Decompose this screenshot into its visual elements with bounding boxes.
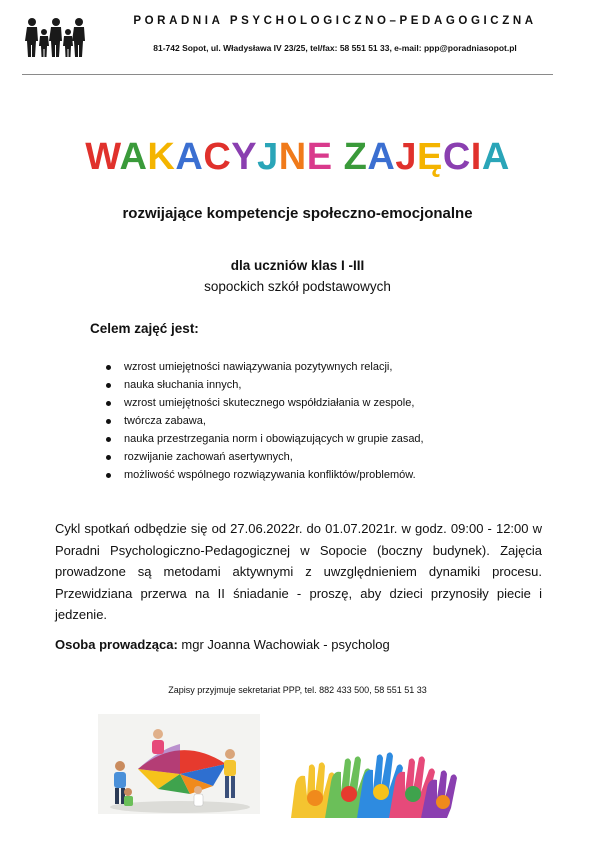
leader-value: mgr Joanna Wachowiak - psycholog xyxy=(177,637,390,652)
page-title xyxy=(0,136,595,179)
audience-line-2: sopockich szkół podstawowych xyxy=(204,279,391,294)
title-letter: A xyxy=(175,136,204,178)
signup-info: Zapisy przyjmuje sekretariat PPP, tel. 882 433 500, 58 551 51 33 xyxy=(168,685,427,695)
title-letter: Ę xyxy=(416,136,443,178)
goals-list xyxy=(104,358,424,484)
title-letter: J xyxy=(257,136,279,178)
institution-name: PORADNIA PSYCHOLOGICZNO–PEDAGOGICZNA xyxy=(133,15,537,27)
leader-line xyxy=(55,637,390,652)
family-icon xyxy=(24,16,86,58)
list-item: wzrost umiejętności skutecznego współdziałania w zespole, xyxy=(104,394,424,412)
list-item: twórcza zabawa, xyxy=(104,412,424,430)
subtitle: rozwijające kompetencje społeczno-emocjonalne xyxy=(122,205,473,222)
goals-heading: Celem zajęć jest: xyxy=(90,321,199,336)
list-item: wzrost umiejętności nawiązywania pozytywnych relacji, xyxy=(104,358,424,376)
list-item: nauka słuchania innych, xyxy=(104,376,424,394)
title-letter: I xyxy=(470,136,482,178)
schedule-paragraph: Cykl spotkań odbędzie się od 27.06.2022r. do 01.07.2021r. w godz. 09:00 - 12:00 w Poradni Psychologiczno-Pedagogicznej w Sopocie (boczny budynek). Zajęcia prowadzone są metodami aktywnymi z uwzględnieniem dynamiki procesu. Przewidziana przerwa na II śniadanie - proszę, aby dzieci przynosiły piecie i jedzenie. xyxy=(55,521,542,622)
title-letter: Y xyxy=(231,136,258,178)
list-item: rozwijanie zachowań asertywnych, xyxy=(104,448,424,466)
header-divider xyxy=(22,74,553,75)
title-letter: C xyxy=(203,136,232,178)
title-letter xyxy=(333,136,344,178)
title-letter: Z xyxy=(343,136,368,178)
institution-contact: 81-742 Sopot, ul. Władysława IV 23/25, tel/fax: 58 551 51 33, e-mail: ppp@poradniasopot.pl xyxy=(153,43,517,53)
list-item: nauka przestrzegania norm i obowiązujących w grupie zasad, xyxy=(104,430,424,448)
parachute-play-photo xyxy=(98,714,260,814)
title-letter: C xyxy=(442,136,471,178)
title-letter: K xyxy=(147,136,176,178)
audience-line-1: dla uczniów klas I -III xyxy=(230,258,365,273)
leader-label: Osoba prowadząca: xyxy=(55,637,178,652)
painted-hands-photo xyxy=(285,736,460,818)
title-letter: N xyxy=(278,136,307,178)
title-letter: A xyxy=(481,136,510,178)
title-letter: A xyxy=(119,136,148,178)
title-letter: E xyxy=(306,136,333,178)
list-item: możliwość wspólnego rozwiązywania konfliktów/problemów. xyxy=(104,466,424,484)
title-letter: W xyxy=(85,136,120,178)
title-letter: J xyxy=(395,136,417,178)
title-letter: A xyxy=(367,136,396,178)
